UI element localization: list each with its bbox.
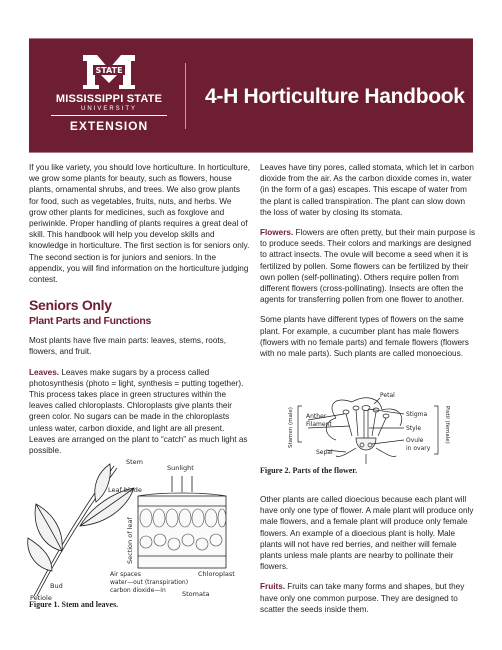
right-column-lower [260,494,476,624]
label-air-spaces: Air spaces [110,571,141,578]
flowers-paragraph [260,227,476,305]
flowers-text: Flowers are often pretty, but their main purpose is to produce seeds. Their colors and markings are designed to attract insects. The ovule will become a seed when it is fertilized by pollen. Some flowers can be fertilized by their own pollen (self-pollinating). Others require pollen from different flowers (cross-pollinating). Insects are often the agents for transferring pollen from one flower to another. [260,228,476,305]
label-stomata: Stomata [182,590,210,598]
logo-rule [51,115,167,116]
monoecious-paragraph: Some plants have different types of flowers on the same plant. For example, a cucumber plant has male flowers (flowers with no female parts) and female flowers (flowers with no male parts). Such plants are called monoecious. [260,315,469,359]
label-carbon-dioxide-in: carbon dioxide—in [110,587,166,594]
fruits-text: Fruits can take many forms and shapes, but they have only one common purpose. They are designed to scatter the seeds inside them. [260,582,465,614]
leaves-lead: Leaves. [29,367,60,377]
parts-paragraph: Most plants have five main parts: leaves, stems, roots, flowers, and fruit. [29,336,227,357]
label-bud: Bud [50,582,63,590]
label-leaf-blade: Leaf blade [108,486,142,494]
label-petiole: Petiole [30,594,52,600]
leaves-paragraph [29,367,251,457]
label-style: Style [406,425,422,432]
dioecious-paragraph: Other plants are called dioecious because each plant will have only one type of flower. A male plant will produce only male flowers, and a female plant will produce only female flowers. An example of a dioecious plant is holly. Male plants will not have red berries, and neither will female plants unless male plants are nearby to pollinate their flowers. [260,495,474,572]
label-pistil: Pistil (female) [444,406,450,444]
page-title: 4-H Horticulture Handbook [205,85,465,108]
figure-flower-parts [256,392,478,464]
label-stigma: Stigma [406,411,428,418]
label-ovule: Ovule [406,437,424,444]
logo-state-text: STATE [95,66,123,75]
fruits-lead: Fruits. [260,582,286,592]
label-section-of-leaf: Section of leaf [126,517,134,564]
label-stem: Stem [126,458,144,466]
figure-1-caption: Figure 1. Stem and leaves. [29,600,119,609]
msu-extension-logo [43,51,175,143]
leaves-text: Leaves make sugars by a process called photosynthesis (photo = light, synthesis = putting together). This process takes place in green structures within the leaves called chloroplasts. Chloroplasts give plants their green color. No sugars can be made in the chloroplasts unless water, carbon dioxide, and light are all present. Leaves are arranged on the plant to “catch” as much light as possible. [29,367,248,456]
right-column [260,162,476,368]
label-in-ovary: in ovary [406,445,431,452]
logo-university-sub: UNIVERSITY [80,106,137,112]
logo-extension: EXTENSION [69,119,149,133]
logo-university-name: MISSISSIPPI STATE [55,93,163,105]
label-filament: Filament [306,421,332,428]
label-water-out: water—out (transpiration) [110,579,189,586]
label-anther: Anther [306,413,327,420]
header-divider [185,63,186,129]
stomata-paragraph: Leaves have tiny pores, called stomata, which let in carbon dioxide from the air. As the carbon dioxide comes in, water (in the form of a gas) escapes. This escape of water from the plant is called transpiration. The plant can slow down the loss of water by closing its stomata. [260,163,474,217]
flowers-lead: Flowers. [260,228,294,238]
intro-paragraph: If you like variety, you should love horticulture. In horticulture, we grow some plants for beauty, such as flowers, house plants, ornamental shrubs, and trees. We also grow plants for food, such as vegetables, fruits, nuts, and herbs. We grow other plants for medicines, such as foxglove and periwinkle. Proper handling of plants requires a great deal of skill. This handbook will help you develop skills and knowledge in horticulture. The first section is for seniors only. The second section is for juniors and seniors. In the appendix, you will find information on the horticulture judging contest. [29,163,251,285]
label-chloroplast: Chloroplast [198,570,235,578]
figure-stem-leaves [22,456,254,600]
label-sepal: Sepal [316,449,333,456]
subsection-heading: Plant Parts and Functions [29,315,152,328]
label-sunlight: Sunlight [167,464,194,472]
msu-m-logo-icon [79,51,139,91]
header-banner [29,38,473,153]
section-heading: Seniors Only [29,297,112,314]
label-stamen: Stamen (male) [288,407,294,448]
label-petal: Petal [380,392,395,399]
figure-2-caption: Figure 2. Parts of the flower. [260,466,358,475]
fruits-paragraph [260,581,476,615]
left-column [29,162,251,465]
